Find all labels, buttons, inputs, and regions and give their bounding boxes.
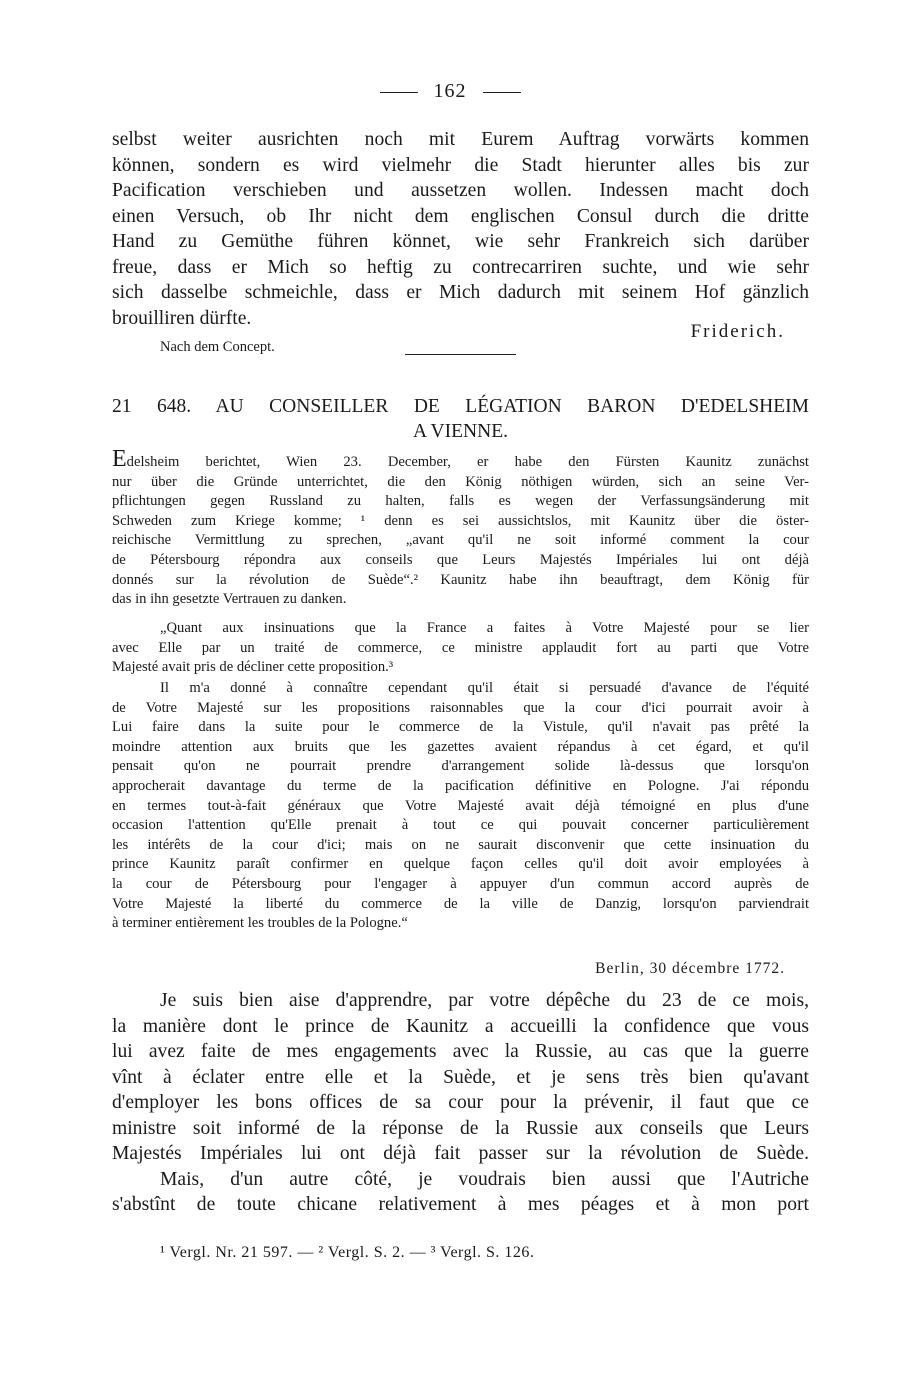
quote-paragraph-1 [112,619,809,678]
summary-line: de Pétersbourg répondra aux conseils que Leurs Majestés Impériales lui ont déjà [112,551,809,568]
letter-line: ministre soit informé de la réponse de la Russie aux conseils que Leurs [112,1117,809,1139]
letter-date: Berlin, 30 décembre 1772. [595,960,785,977]
intro-line: brouilliren dürfte. [112,307,252,329]
summary-paragraph [112,446,809,610]
intro-paragraph [112,127,809,331]
header-dash-right [483,92,521,93]
intro-line: Pacification verschieben und aussetzen wollen. Indessen macht doch [112,180,809,201]
letter-line: vînt à éclater entre elle et la Suède, et je sens très bien qu'avant [112,1066,809,1088]
summary-line: donnés sur la révolution de Suède“.² Kaunitz habe ihn beauftragt, dem König für [112,571,809,588]
quote-line: moindre attention aux bruits que les gazettes avaient répandus à cet égard, et qu'il [112,738,809,755]
summary-line: nur über die Gründe unterrichtet, die den König nöthigen würden, sich an seine Ver- [112,473,809,490]
summary-line: delsheim berichtet, Wien 23. December, er habe den Fürsten Kaunitz zunächst [126,454,809,470]
intro-line: können, sondern es wird vielmehr die Stadt hierunter alles bis zur [112,154,809,176]
letter-line: Je suis bien aise d'apprendre, par votre dépêche du 23 de ce mois, [160,990,809,1011]
intro-line: sich dasselbe schmeichle, dass er Mich dadurch mit seinem Hof gänzlich [112,282,809,303]
intro-line: freue, dass er Mich so heftig zu contrecarriren suchte, und wie sehr [112,256,809,278]
quote-line: prince Kaunitz paraît confirmer en quelque façon celles qu'il doit avoir employées à [112,856,809,873]
quote-line: de Votre Majesté sur les propositions raisonnables que la cour d'ici pourrait avoir à [112,699,809,716]
quote-paragraph-2 [112,679,809,934]
quote-line: Il m'a donné à connaître cependant qu'il était si persuadé d'avance de l'équité [160,680,809,696]
summary-line: pflichtungen gegen Russland zu halten, falls es wegen der Verfassungsänderung mit [112,493,809,510]
footnotes: ¹ Vergl. Nr. 21 597. — ² Vergl. S. 2. — ³ Vergl. S. 126. [160,1244,535,1261]
quote-line: occasion l'attention qu'Elle prenait à tout ce qui pouvait concerner particulièrement [112,817,809,834]
quote-line: „Quant aux insinuations que la France a faites à Votre Majesté pour se lier [160,620,809,636]
section-divider [405,354,516,355]
header-dash-left [380,92,418,93]
letter-line: Majestés Impériales lui ont déjà fait passer sur la révolution de Suède. [112,1143,809,1164]
heading-line-1: 21 648. AU CONSEILLER DE LÉGATION BARON D'EDELSHEIM [112,396,809,417]
intro-line: einen Versuch, ob Ihr nicht dem englischen Consul durch die dritte [112,205,809,227]
summary-line: das in ihn gesetzte Vertrauen zu danken. [112,591,347,608]
quote-line: Majesté avait pris de décliner cette proposition.³ [112,659,394,676]
heading-line-2: A VIENNE. [413,421,508,442]
letter-body [112,988,809,1218]
letter-line: Mais, d'un autre côté, je voudrais bien aussi que l'Autriche [160,1168,809,1190]
quote-line: Lui faire dans la suite pour le commerce de la Vistule, qu'il n'avait pas prêté la [112,719,809,736]
quote-line: Votre Majesté la liberté du commerce de la ville de Danzig, lorsqu'on parviendrait [112,895,809,912]
quote-line: en termes tout-à-fait généraux que Votre Majesté avait déjà témoigné en plus d'une [112,797,809,814]
summary-line: reichische Vermittlung zu sprechen, „avant qu'il ne soit informé comment la cour [112,532,809,549]
intro-line: Hand zu Gemüthe führen könnet, wie sehr Frankreich sich darüber [112,231,809,252]
letter-line: s'abstînt de toute chicane relativement à mes péages et à mon port [112,1194,809,1215]
quote-line: la cour de Pétersbourg pour l'engager à appuyer d'un commun accord auprès de [112,875,809,892]
quote-line: à terminer entièrement les troubles de la Pologne.“ [112,915,408,932]
letter-line: la manière dont le prince de Kaunitz a accueilli la confidence que vous [112,1015,809,1037]
source-note: Nach dem Concept. [160,339,275,355]
summary-line: Schweden zum Kriege komme; ¹ denn es sei aussichtslos, mit Kaunitz über die öster- [112,512,809,529]
letter-line: lui avez faite de mes engagements avec la Russie, au cas que la guerre [112,1041,809,1062]
quote-line: avec Elle par un traité de commerce, ce ministre applaudit fort au parti que Votre [112,639,809,656]
quote-line: les intérêts de la cour d'ici; mais on ne saurait disconvenir que cette insinuation du [112,836,809,853]
document-heading [112,394,809,444]
quote-line: approcherait davantage du terme de la pacification définitive en Pologne. J'ai répondu [112,777,809,794]
signature: Friderich. [690,321,785,342]
summary-first-line [112,446,809,473]
letter-line: d'employer les bons offices de sa cour pour la prévenir, il faut que ce [112,1092,809,1113]
page-number: 162 [433,80,467,102]
intro-line: selbst weiter ausrichten noch mit Eurem Auftrag vorwärts kommen [112,129,809,150]
quote-line: pensait qu'on ne pourrait prendre d'arrangement solide là-dessus que lorsqu'on [112,758,809,775]
page-header [0,80,900,103]
drop-cap: E [112,446,127,472]
